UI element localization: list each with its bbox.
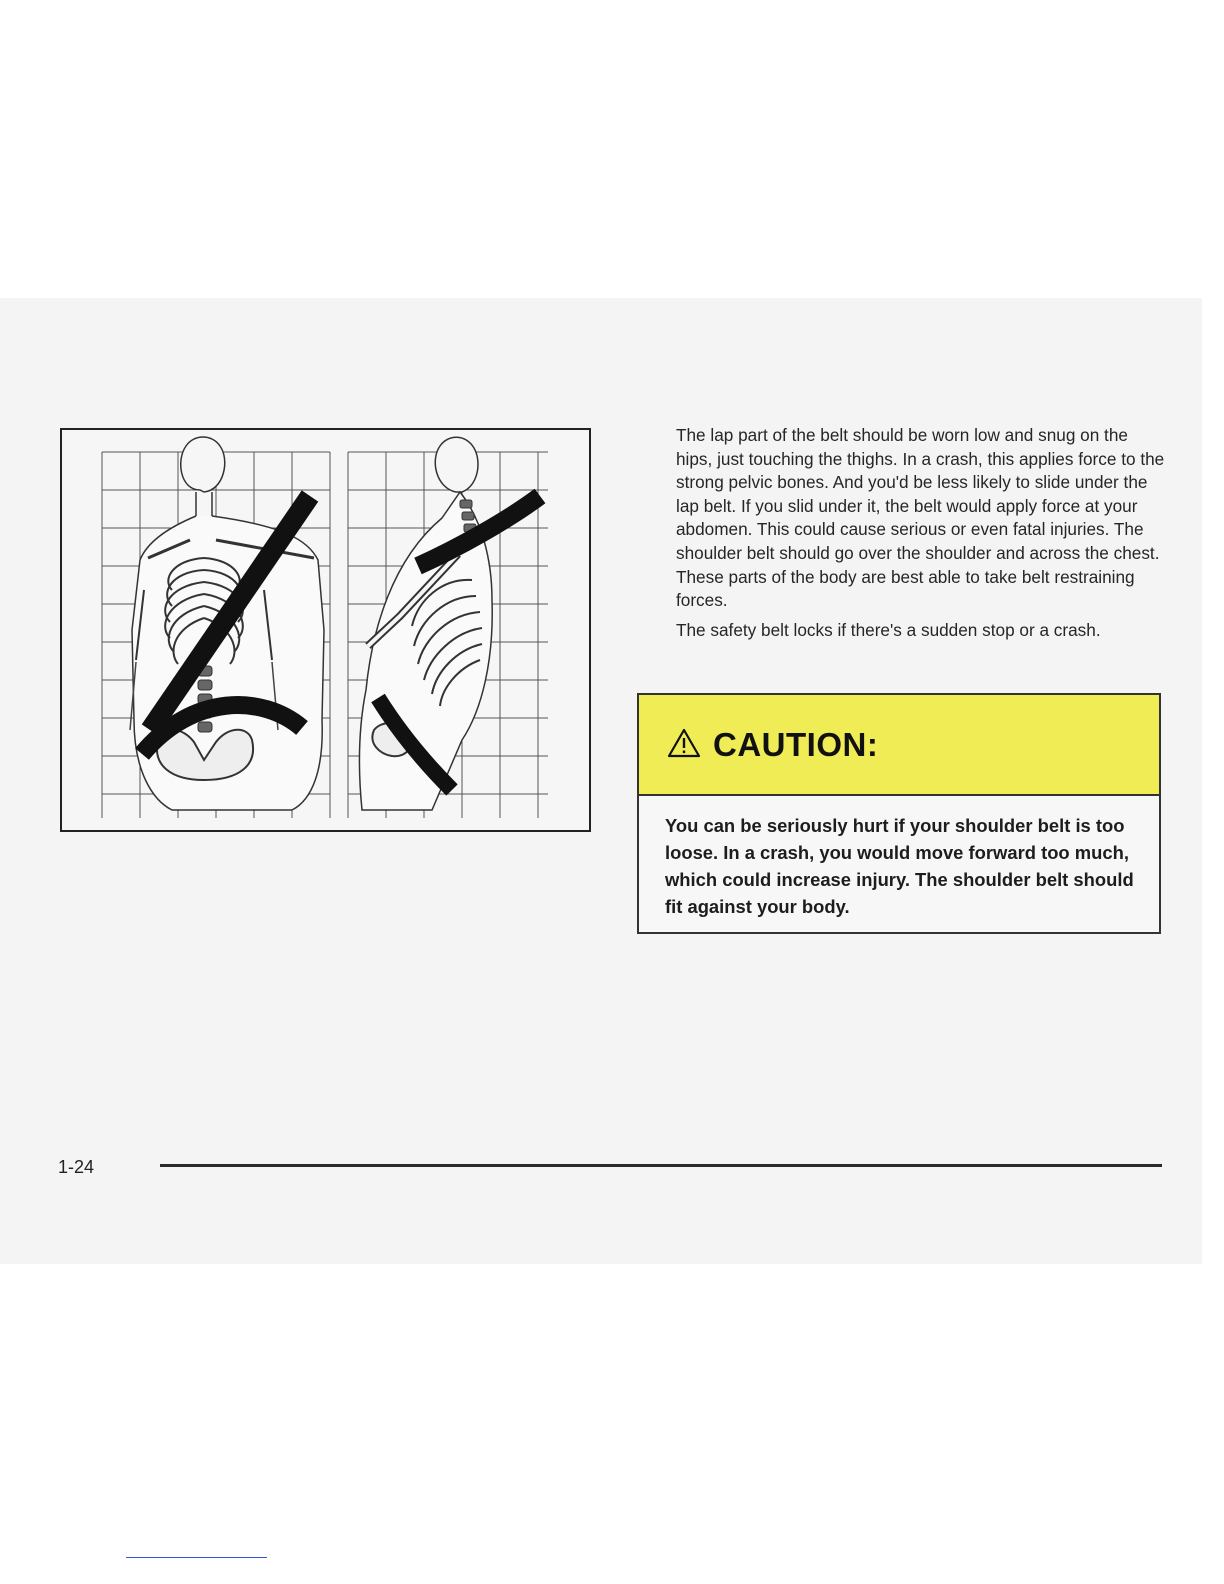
- page-number: 1-24: [58, 1157, 95, 1177]
- lap-belt-paragraph: The lap part of the belt should be worn low and snug on the hips, just touching the thighs. In a crash, this applies force to the strong pelvic bones. And you'd be less likely to slide under the lap belt. If you slid under it, the belt would apply force at your abdomen. This could cause serious or even fatal injuries. The shoulder belt should go over the shoulder and across the chest. These parts of the body are best able to take belt restraining forces.: [676, 425, 1165, 611]
- warning-triangle-icon: [667, 728, 701, 758]
- footer-divider: [160, 1164, 1162, 1167]
- caution-title: CAUTION:: [713, 725, 879, 763]
- bottom-link-underline: [126, 1557, 267, 1558]
- front-torso-skeleton-icon: [130, 437, 324, 810]
- belt-locks-paragraph: The safety belt locks if there's a sudden stop or a crash.: [676, 619, 1101, 640]
- caution-box: [637, 693, 1161, 934]
- seat-belt-illustration: [60, 428, 591, 832]
- caution-text: You can be seriously hurt if your shoulder belt is too loose. In a crash, you would move forward too much, which could increase injury. The shoulder belt should fit against your body.: [665, 815, 1134, 917]
- caution-header: [639, 695, 1159, 796]
- illustration-drawing: [62, 430, 589, 830]
- body-text: [676, 424, 1166, 648]
